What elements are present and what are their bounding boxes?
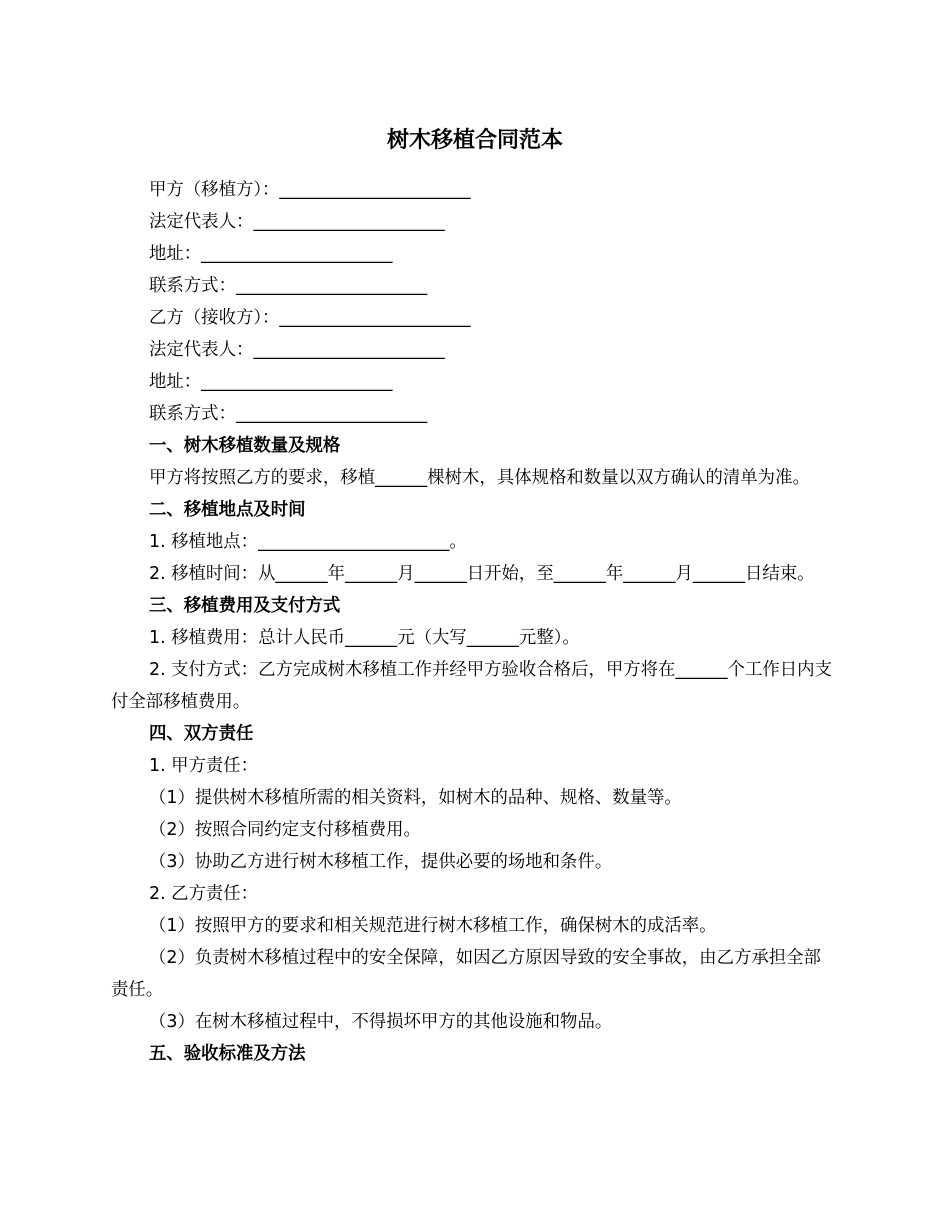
party-b-contact-field: 联系方式：______________________ — [149, 404, 428, 424]
document-title: 树木移植合同范本 — [386, 128, 563, 153]
party-a-duty-1: （1）提供树木移植所需的相关资料，如树木的品种、规格、数量等。 — [149, 788, 682, 808]
party-a-duty-3: （3）协助乙方进行树木移植工作，提供必要的场地和条件。 — [149, 852, 613, 872]
party-a-contact-field: 联系方式：______________________ — [149, 276, 428, 296]
party-b-name-field: 乙方（接收方）：______________________ — [149, 308, 471, 328]
party-b-duty-2: （2）负责树木移植过程中的安全保障，如因乙方原因导致的安全事故，由乙方承担全部责任。 — [111, 948, 821, 1000]
section-4-heading: 四、双方责任 — [149, 724, 254, 744]
document-body — [111, 174, 836, 1070]
party-b-address-field: 地址：______________________ — [149, 372, 393, 392]
party-a-duty-2: （2）按照合同约定支付移植费用。 — [149, 820, 421, 840]
section-2-item-2: 2. 移植时间：从______年______月______日开始，至______年______月______日结束。 — [149, 564, 815, 584]
section-3-item-1: 1. 移植费用：总计人民币______元（大写______元整）。 — [149, 628, 580, 648]
party-b-representative-field: 法定代表人：______________________ — [149, 340, 445, 360]
party-a-duties-label: 1. 甲方责任： — [149, 756, 259, 776]
section-5-heading: 五、验收标准及方法 — [149, 1044, 306, 1064]
party-a-name-field: 甲方（移植方）：______________________ — [149, 180, 471, 200]
party-b-duty-1: （1）按照甲方的要求和相关规范进行树木移植工作，确保树木的成活率。 — [149, 916, 717, 936]
party-b-duty-3: （3）在树木移植过程中，不得损坏甲方的其他设施和物品。 — [149, 1012, 613, 1032]
section-3-item-2: 2. 支付方式：乙方完成树木移植工作并经甲方验收合格后，甲方将在______个工作日内支付全部移植费用。 — [111, 660, 832, 712]
party-a-representative-field: 法定代表人：______________________ — [149, 212, 445, 232]
section-1-heading: 一、树木移植数量及规格 — [149, 436, 341, 456]
section-2-heading: 二、移植地点及时间 — [149, 500, 306, 520]
party-b-duties-label: 2. 乙方责任： — [149, 884, 259, 904]
section-3-heading: 三、移植费用及支付方式 — [149, 596, 341, 616]
section-1-paragraph: 甲方将按照乙方的要求，移植______棵树木，具体规格和数量以双方确认的清单为准。 — [149, 468, 810, 488]
section-2-item-1: 1. 移植地点：______________________。 — [149, 532, 467, 552]
party-a-address-field: 地址：______________________ — [149, 244, 393, 264]
